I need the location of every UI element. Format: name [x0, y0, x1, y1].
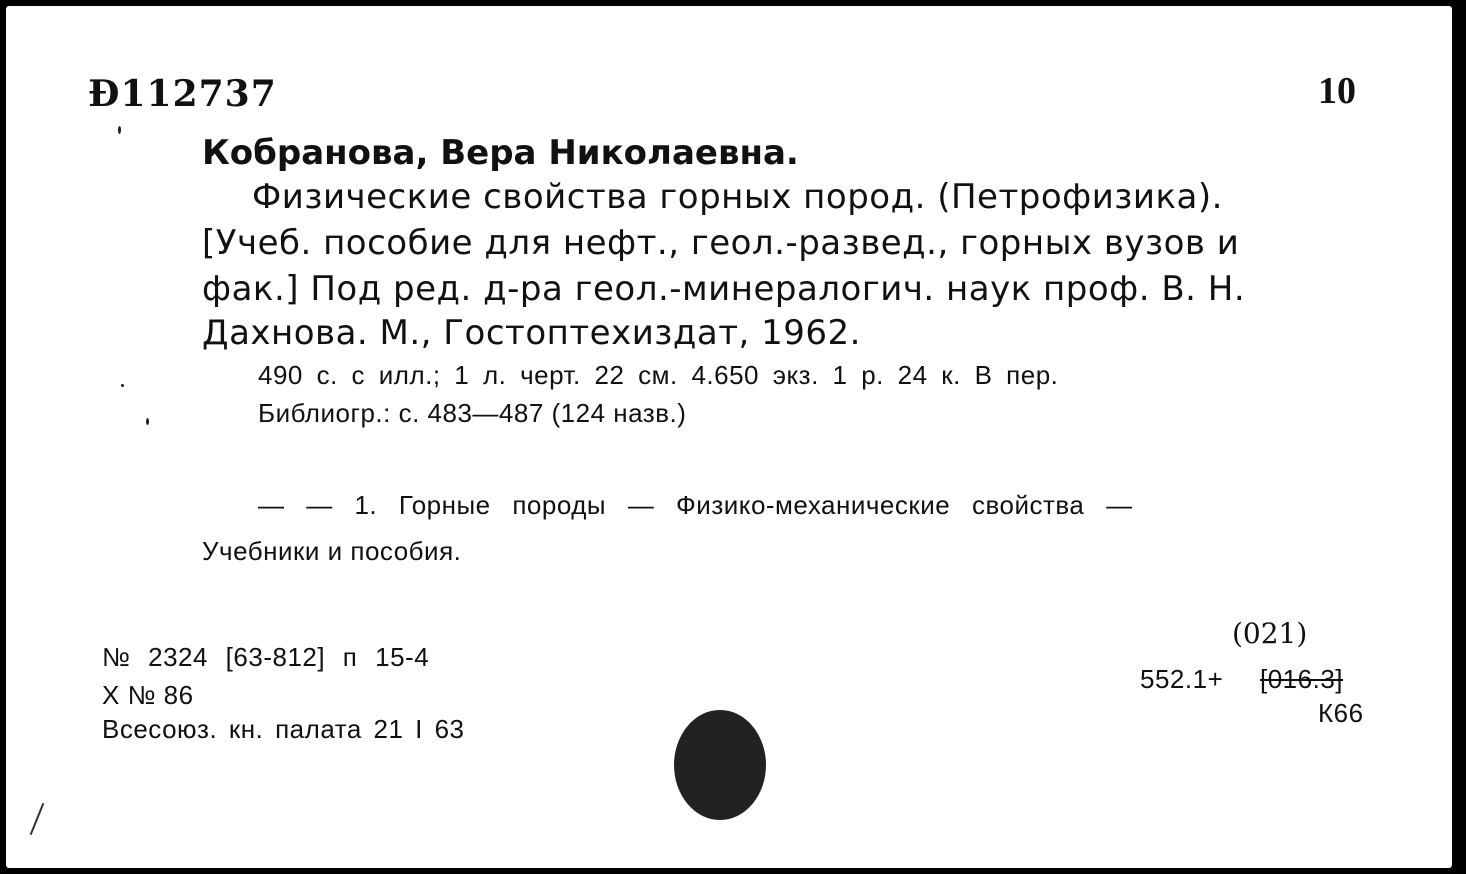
catalog-card — [6, 6, 1452, 868]
registry-line-3: Всесоюз. кн. палата 21 I 63 — [102, 714, 465, 744]
description-line-1: Физические свойства горных пород. (Петрофизика). — [252, 177, 1223, 217]
description-line-3: фак.] Под ред. д-ра геол.-минералогич. наук проф. В. Н. — [202, 269, 1246, 309]
author-mark: К66 — [1318, 698, 1364, 728]
description-line-2: [Учеб. пособие для нефт., геол.-развед., горных вузов и — [202, 223, 1240, 263]
registry-line-1: № 2324 [63-812] п 15-4 — [102, 642, 430, 672]
pencil-mark — [30, 803, 45, 835]
speck-mark — [121, 384, 124, 387]
handwritten-code: (021) — [1232, 617, 1308, 650]
collation-line-2: Библиогр.: с. 483—487 (124 назв.) — [258, 398, 687, 428]
author-heading: Кобранова, Вера Николаевна. — [202, 133, 799, 173]
classification-prefix: 552.1+ — [1140, 664, 1224, 694]
subject-line-2: Учебники и пособия. — [202, 536, 462, 566]
speck-mark — [118, 126, 121, 134]
corner-number: 10 — [1318, 70, 1356, 112]
registry-line-2: X № 86 — [102, 680, 194, 710]
description-line-4: Дахнова. М., Гостоптехиздат, 1962. — [202, 313, 861, 353]
subject-line-1: — — 1. Горные породы — Физико-механические свойства — — [258, 490, 1133, 520]
punch-hole — [674, 710, 766, 820]
collation-line-1: 490 с. с илл.; 1 л. черт. 22 см. 4.650 экз. 1 р. 24 к. В пер. — [258, 360, 1059, 390]
classification-crossed: [016.3] — [1260, 664, 1344, 694]
inventory-number: Ð112737 — [88, 73, 277, 115]
speck-mark — [146, 418, 149, 425]
